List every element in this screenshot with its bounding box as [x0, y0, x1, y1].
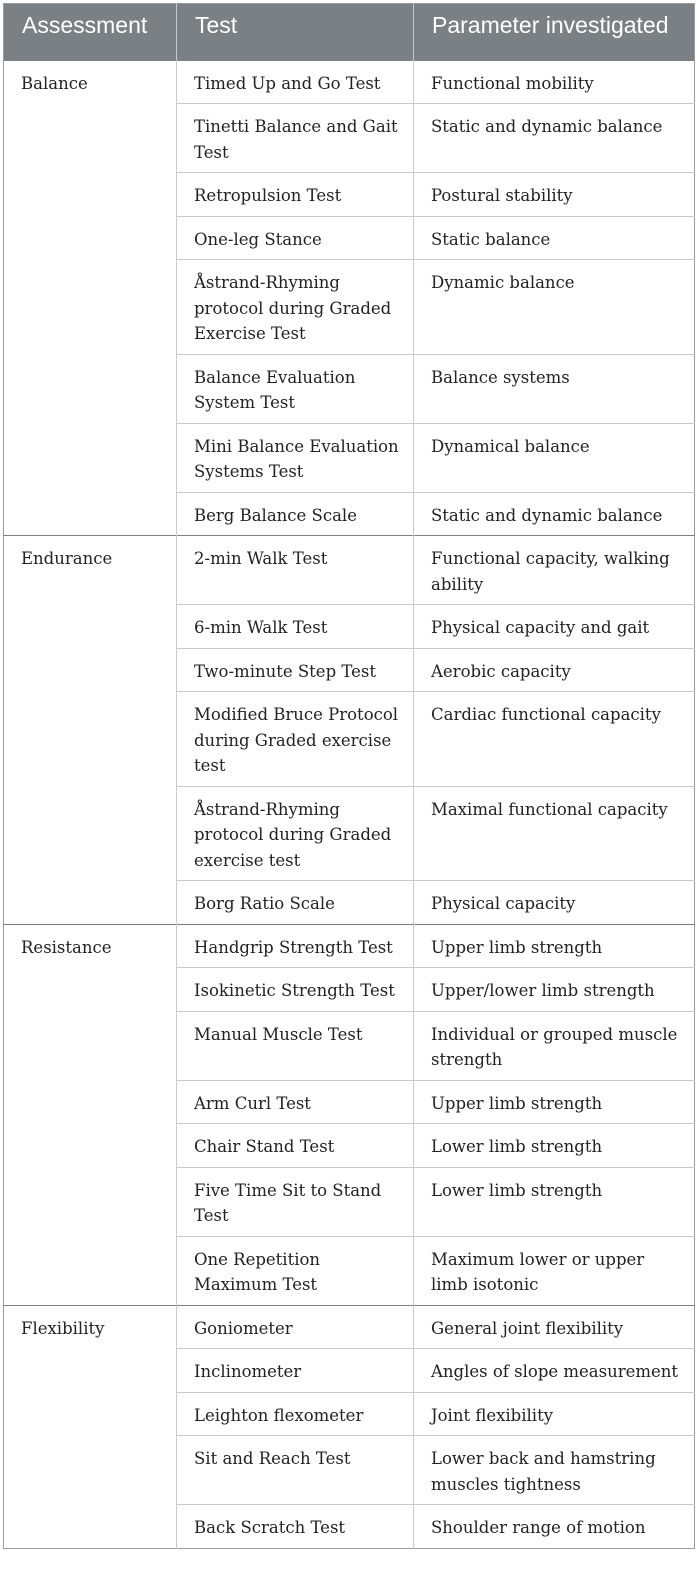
- test-cell: Tinetti Balance and Gait Test: [177, 104, 414, 173]
- parameter-cell: Physical capacity and gait: [414, 605, 695, 649]
- test-cell: Isokinetic Strength Test: [177, 968, 414, 1012]
- assessment-cell: Resistance: [4, 924, 177, 1305]
- test-cell: Åstrand-Rhyming protocol during Graded Exercise Test: [177, 260, 414, 355]
- test-cell: Two-minute Step Test: [177, 648, 414, 692]
- table-row: [4, 536, 695, 605]
- parameter-cell: Postural stability: [414, 173, 695, 217]
- table-row: [4, 924, 695, 968]
- parameter-cell: Static and dynamic balance: [414, 104, 695, 173]
- test-cell: Berg Balance Scale: [177, 492, 414, 536]
- test-cell: Inclinometer: [177, 1349, 414, 1393]
- parameter-cell: Lower back and hamstring muscles tightness: [414, 1436, 695, 1505]
- test-cell: Modified Bruce Protocol during Graded exercise test: [177, 692, 414, 787]
- assessment-table: [3, 3, 695, 1549]
- test-cell: Handgrip Strength Test: [177, 924, 414, 968]
- test-cell: Back Scratch Test: [177, 1505, 414, 1549]
- test-cell: Leighton flexometer: [177, 1392, 414, 1436]
- test-cell: 6-min Walk Test: [177, 605, 414, 649]
- parameter-cell: Aerobic capacity: [414, 648, 695, 692]
- table-row: [4, 61, 695, 104]
- parameter-cell: Shoulder range of motion: [414, 1505, 695, 1549]
- test-cell: 2-min Walk Test: [177, 536, 414, 605]
- table-header: [4, 4, 695, 61]
- parameter-cell: Individual or grouped muscle strength: [414, 1011, 695, 1080]
- table-row: [4, 1305, 695, 1349]
- header-assessment: Assessment: [4, 4, 177, 61]
- parameter-cell: Cardiac functional capacity: [414, 692, 695, 787]
- assessment-cell: Balance: [21, 73, 88, 93]
- parameter-cell: General joint flexibility: [414, 1305, 695, 1349]
- test-cell: Åstrand-Rhyming protocol during Graded exercise test: [177, 786, 414, 881]
- parameter-cell: Maximum lower or upper limb isotonic: [414, 1236, 695, 1305]
- assessment-cell: Flexibility: [4, 1305, 177, 1548]
- parameter-cell: Balance systems: [414, 354, 695, 423]
- parameter-cell: Upper limb strength: [414, 924, 695, 968]
- parameter-cell: Angles of slope measurement: [414, 1349, 695, 1393]
- test-cell: One-leg Stance: [177, 216, 414, 260]
- test-cell: Manual Muscle Test: [177, 1011, 414, 1080]
- test-cell: Timed Up and Go Test: [177, 61, 414, 104]
- test-cell: Borg Ratio Scale: [177, 881, 414, 925]
- table-body: [4, 61, 695, 1549]
- assessment-cell: Endurance: [4, 536, 177, 925]
- test-cell: Arm Curl Test: [177, 1080, 414, 1124]
- test-cell: One Repetition Maximum Test: [177, 1236, 414, 1305]
- parameter-cell: Functional capacity, walking ability: [414, 536, 695, 605]
- parameter-cell: Upper/lower limb strength: [414, 968, 695, 1012]
- header-test: Test: [177, 4, 414, 61]
- header-parameter: Parameter investigated: [414, 4, 695, 61]
- parameter-cell: Dynamical balance: [414, 423, 695, 492]
- test-cell: Balance Evaluation System Test: [177, 354, 414, 423]
- parameter-cell: Maximal functional capacity: [414, 786, 695, 881]
- parameter-cell: Static balance: [414, 216, 695, 260]
- test-cell: Chair Stand Test: [177, 1124, 414, 1168]
- parameter-cell: Functional mobility: [414, 61, 695, 104]
- header-row: [4, 4, 695, 61]
- test-cell: Goniometer: [177, 1305, 414, 1349]
- test-cell: Retropulsion Test: [177, 173, 414, 217]
- parameter-cell: Physical capacity: [414, 881, 695, 925]
- parameter-cell: Lower limb strength: [414, 1167, 695, 1236]
- parameter-cell: Dynamic balance: [414, 260, 695, 355]
- parameter-cell: Static and dynamic balance: [414, 492, 695, 536]
- parameter-cell: Lower limb strength: [414, 1124, 695, 1168]
- test-cell: Mini Balance Evaluation Systems Test: [177, 423, 414, 492]
- parameter-cell: Upper limb strength: [414, 1080, 695, 1124]
- test-cell: Five Time Sit to Stand Test: [177, 1167, 414, 1236]
- parameter-cell: Joint flexibility: [414, 1392, 695, 1436]
- test-cell: Sit and Reach Test: [177, 1436, 414, 1505]
